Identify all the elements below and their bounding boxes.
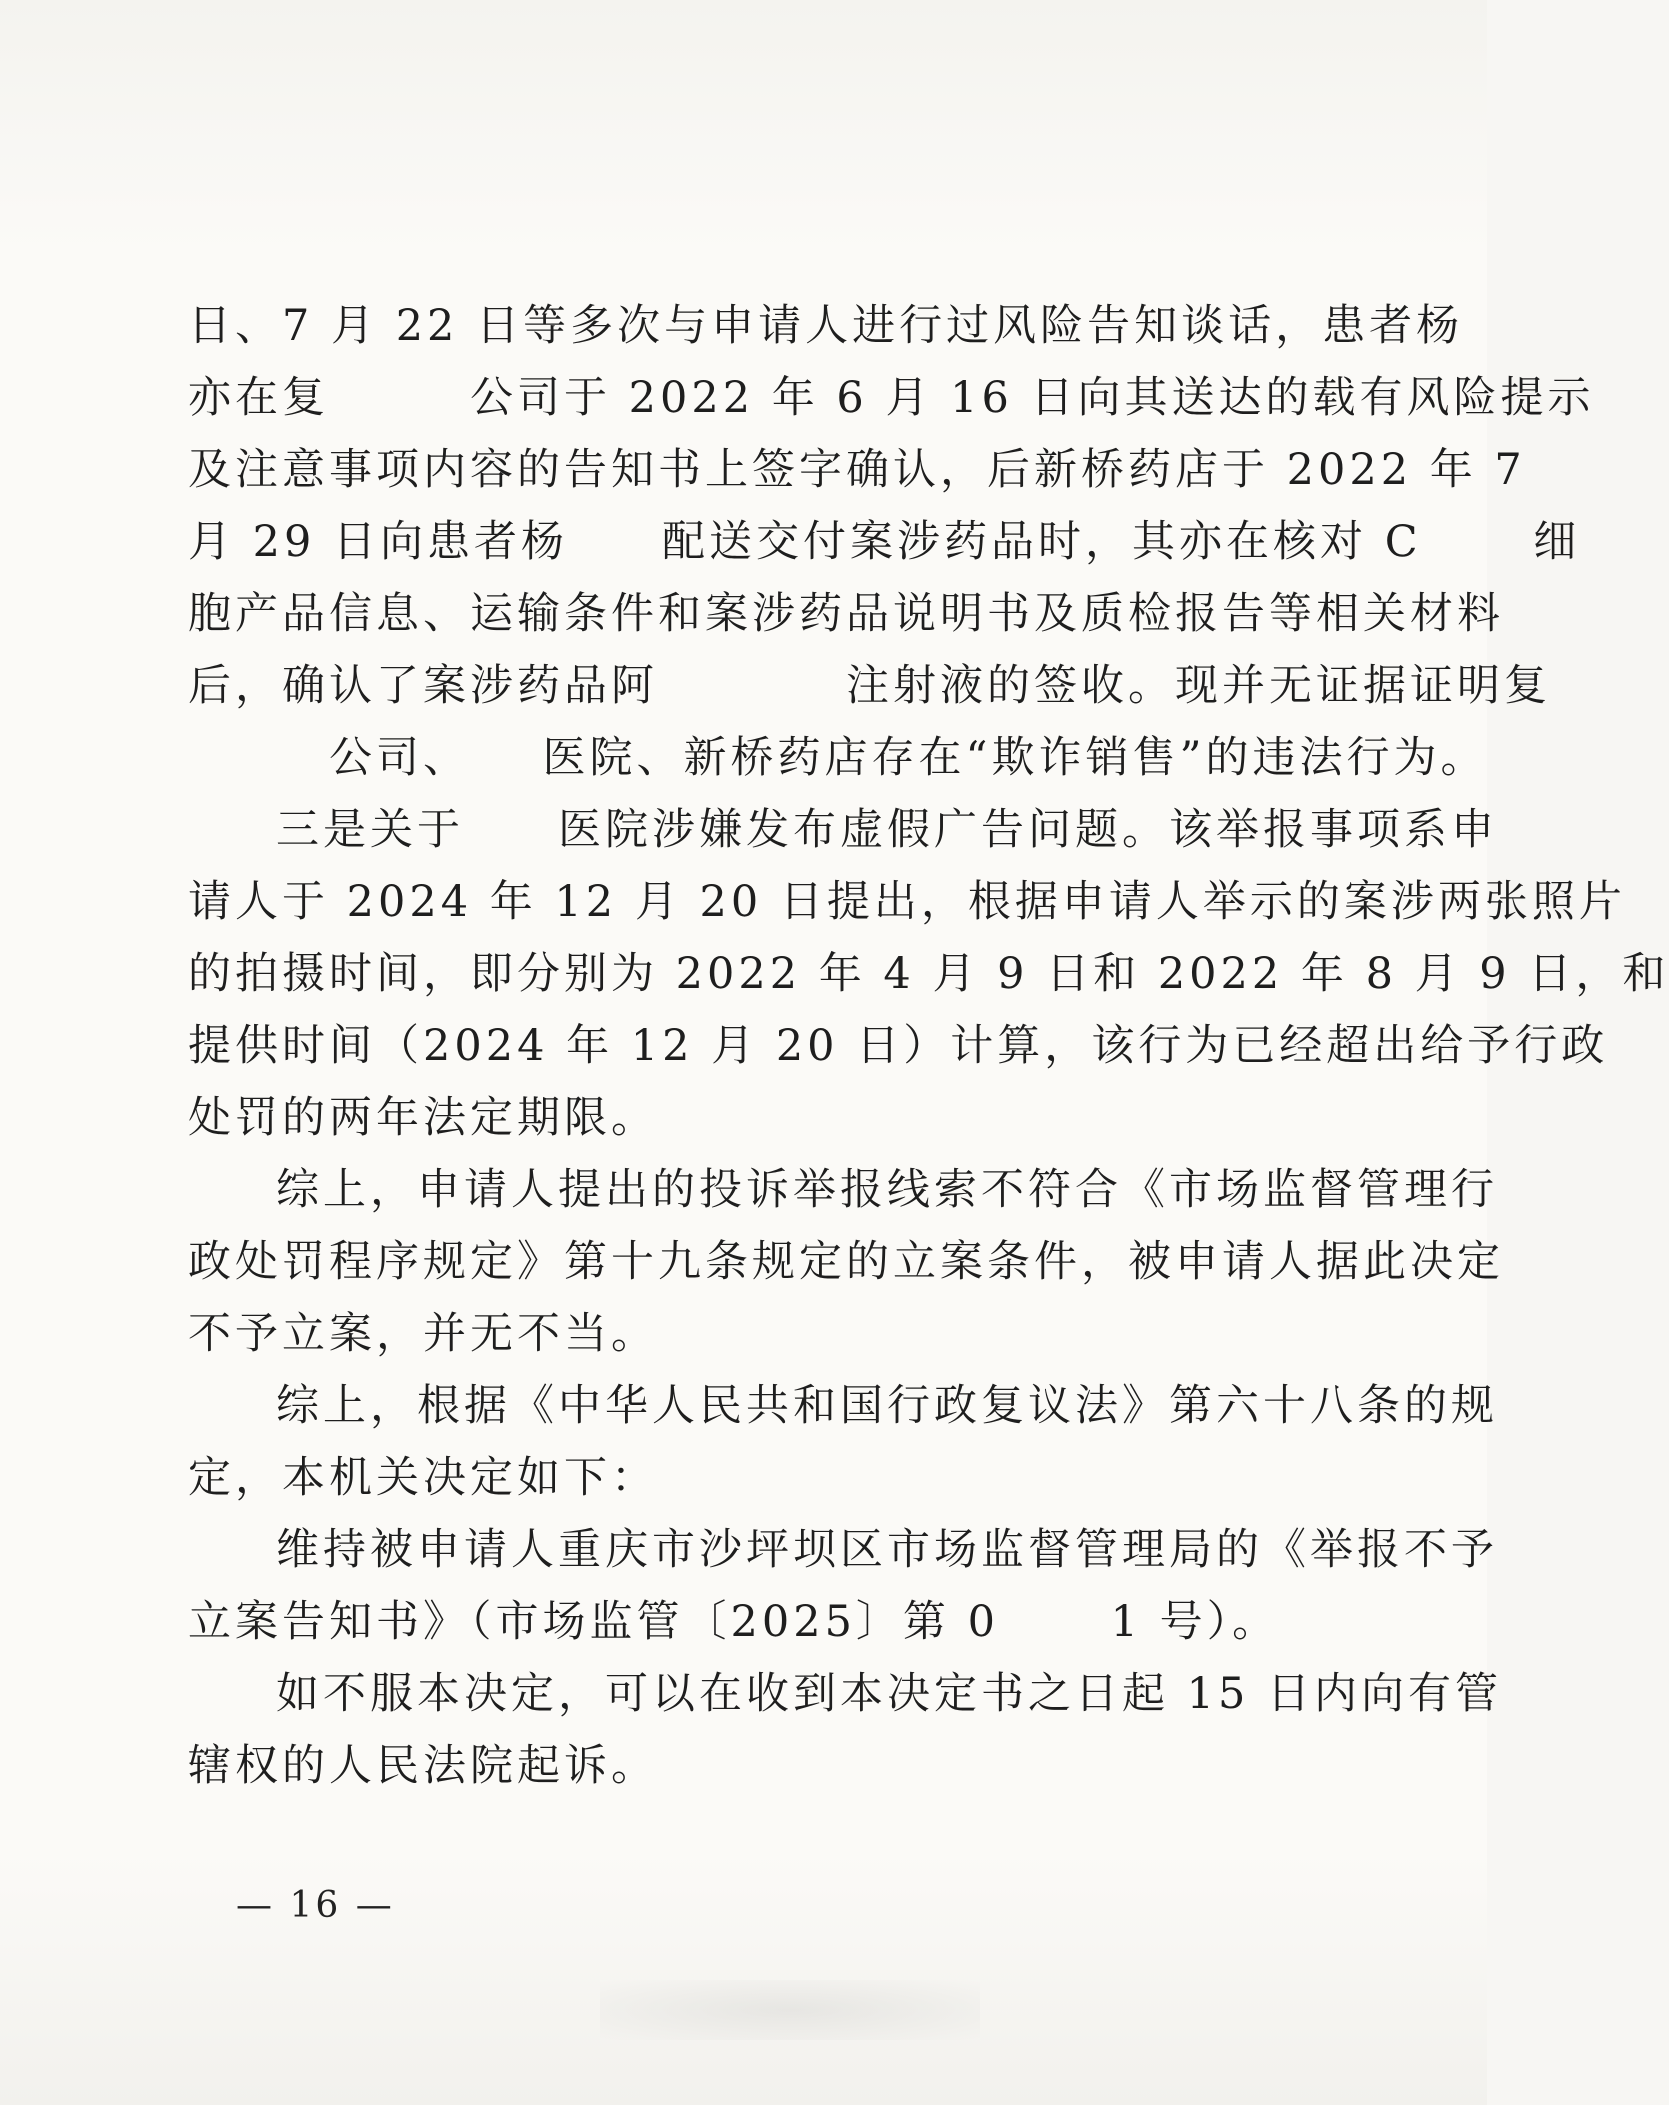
text-line: 胞产品信息、运输条件和案涉药品说明书及质检报告等相关材料 <box>188 589 1504 639</box>
text-line: 的拍摄时间，即分别为 2022 年 4 月 9 日和 2022 年 8 月 9 日，和 <box>188 949 1669 999</box>
paragraph-start-line: 综上，根据《中华人民共和国行政复议法》第六十八条的规 <box>276 1381 1498 1431</box>
text-line: 辖权的人民法院起诉。 <box>188 1741 658 1791</box>
paragraph-start-line: 如不服本决定，可以在收到本决定书之日起 15 日内向有管 <box>276 1669 1503 1719</box>
text-line: 亦在复 公司于 2022 年 6 月 16 日向其送达的载有风险提示 <box>188 373 1595 423</box>
paragraph-start-line: 三是关于 医院涉嫌发布虚假广告问题。该举报事项系申 <box>276 805 1498 855</box>
text-line: 公司、 医院、新桥药店存在“欺诈销售”的违法行为。 <box>188 733 1488 783</box>
text-line: 立案告知书》（市场监管〔2025〕第 0 1 号）。 <box>188 1597 1280 1647</box>
scan-artifact <box>600 1980 980 2040</box>
text-line: 定，本机关决定如下： <box>188 1453 658 1503</box>
paragraph-start-line: 维持被申请人重庆市沙坪坝区市场监督管理局的《举报不予 <box>276 1525 1498 1575</box>
page-number: — 16 — <box>236 1885 395 1926</box>
text-line: 请人于 2024 年 12 月 20 日提出，根据申请人举示的案涉两张照片 <box>188 877 1626 927</box>
text-line: 政处罚程序规定》第十九条规定的立案条件，被申请人据此决定 <box>188 1237 1504 1287</box>
text-line: 及注意事项内容的告知书上签字确认，后新桥药店于 2022 年 7 <box>188 445 1526 495</box>
paragraph-start-line: 综上，申请人提出的投诉举报线索不符合《市场监督管理行 <box>276 1165 1498 1215</box>
text-line: 提供时间（2024 年 12 月 20 日）计算，该行为已经超出给予行政 <box>188 1021 1609 1071</box>
text-line: 处罚的两年法定期限。 <box>188 1093 658 1143</box>
text-line: 日、7 月 22 日等多次与申请人进行过风险告知谈话，患者杨 <box>188 301 1464 351</box>
text-line: 后，确认了案涉药品阿 注射液的签收。现并无证据证明复 <box>188 661 1551 711</box>
text-line: 不予立案，并无不当。 <box>188 1309 658 1359</box>
text-line: 月 29 日向患者杨 配送交付案涉药品时，其亦在核对 C 细 <box>188 517 1581 567</box>
body-text <box>188 290 1669 1802</box>
